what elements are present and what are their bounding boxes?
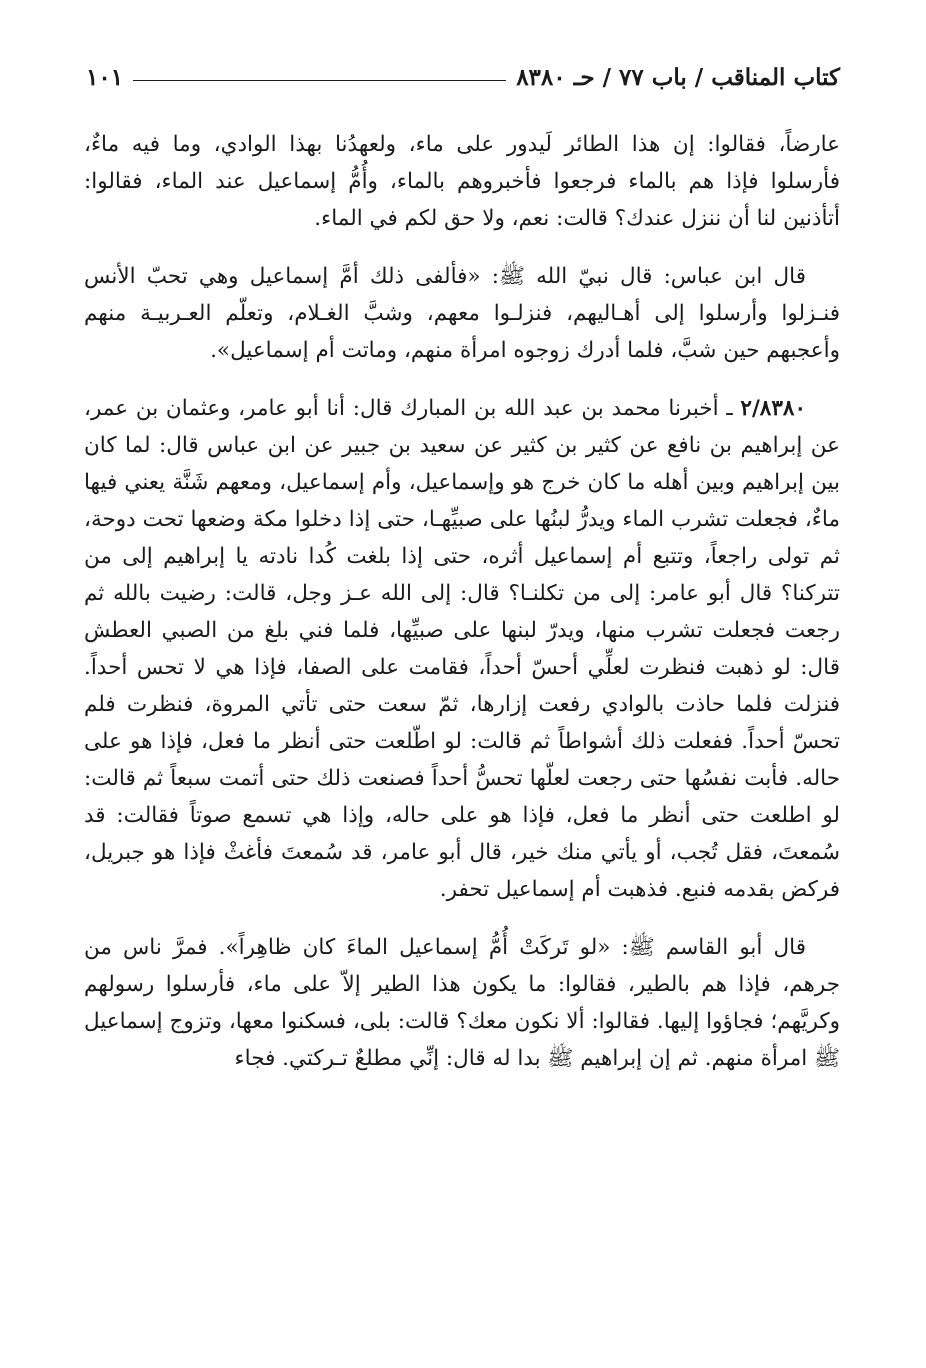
running-title: كتاب المناقب / باب ٧٧ / حـ ٨٣٨٠ bbox=[516, 63, 840, 91]
header-rule bbox=[133, 80, 506, 81]
paragraph-1: عارضاً، فقالوا: إن هذا الطائر لَيدور على ماء، ولعهدُنا بهذا الوادي، وما فيه ماءٌ، فأرسلوا فإذا هم بالماء فرجعوا فأخبروهم بالماء، وأُمُّ إسماعيل عند الماء، فقالوا: أتأذنين لنا أن ننزل عندك؟ قالت: نعم، ولا حق لكم في الماء. bbox=[84, 132, 840, 231]
paragraph-2: قال ابن عباس: قال نبيّ الله ﷺ: «فألفى ذلك أمَّ إسماعيل وهي تحبّ الأنس فنـزلوا وأرسلوا إلى أهـاليهم، فنزلـوا معهم، وشبَّ الغـلام، وتعلّم العـربيـة منهم وأعجبهم حين شبَّ، فلما أدرك زوجوه امرأة منهم، وماتت أم إسماعيل». bbox=[84, 264, 840, 363]
hadith-number: ٢/٨٣٨٠ bbox=[740, 396, 806, 421]
running-header bbox=[86, 60, 840, 94]
body-text bbox=[84, 126, 840, 1077]
page-number: ١٠١ bbox=[86, 63, 124, 91]
paragraph-3-text: ـ أخبرنا محمد بن عبد الله بن المبارك قال: أنا أبو عامر، وعثمان بن عمر، عن إبراهيم بن نافع عن كثير بن كثير عن سعيد بن جبير عن ابن عباس قال: لما كان بين إبراهيم وبين أهله ما كان خرج هو وإسماعيل، وأم إسماعيل، ومعهم شَنَّة يعني فيها ماءٌ، فجعلت تشرب الماء ويدرُّ لبنُها على صبيِّهـا، حتى إذا دخلوا مكة وضعها تحت دوحة، ثم تولى راجعاً، وتتبع أم إسماعيل أثره، حتى إذا بلغت كُدا نادته يا إبراهيم إلى من تتركنا؟ قال أبو عامر: إلى من تكلنـا؟ قال: إلى الله عـز وجل، قالت: رضيت بالله ثم رجعت فجعلت تشرب منها، ويدرّ لبنها على صبيِّها، فلما فني بلغ من الصبي العطش قال: لو ذهبت فنظرت لعلِّي أحسّ أحداً، فقامت على الصفا، فإذا هي لا تحس أحداً. فنزلت فلما حاذت بالوادي رفعت إزارها، ثمّ سعت حتى تأتي المروة، فنظرت فلم تحسّ أحداً. ففعلت ذلك أشواطاً ثم قالت: لو اطّلعت حتى أنظر ما فعل، فإذا هو على حاله. فأبت نفسُها حتى رجعت لعلّها تحسُّ أحداً فصنعت ذلك حتى أتمت سبعاً ثم قالت: لو اطلعت حتى أنظر ما فعل، فإذا هو على حاله، وإذا هي تسمع صوتاً فقالت: قد سُمعتَ، فقل تُجب، أو يأتي منك خير، قال أبو عامر، قد سُمعتَ فأغثْ فإذا هو جبريل، فركض بقدمه فنبع. فذهبت أم إسماعيل تحفر. bbox=[84, 396, 840, 902]
paragraph-4: قال أبو القاسم ﷺ: «لو تَركَتْ أُمُّ إسماعيل الماءَ كان ظاهِراً». فمرَّ ناس من جرهم، فإذا هم بالطير، فقالوا: ما يكون هذا الطير إلاّ على ماء، فأرسلوا رسولهم وكريَّهم؛ فجاؤوا إليها. فقالوا: ألا نكون معك؟ قالت: بلى، فسكنوا معها، وتزوج إسماعيل ﷺ امرأة منهم. ثم إن إبراهيم ﷺ بدا له قال: إنِّي مطلعٌ تـركتي. فجاء bbox=[84, 935, 840, 1071]
paragraph-3 bbox=[84, 390, 840, 908]
